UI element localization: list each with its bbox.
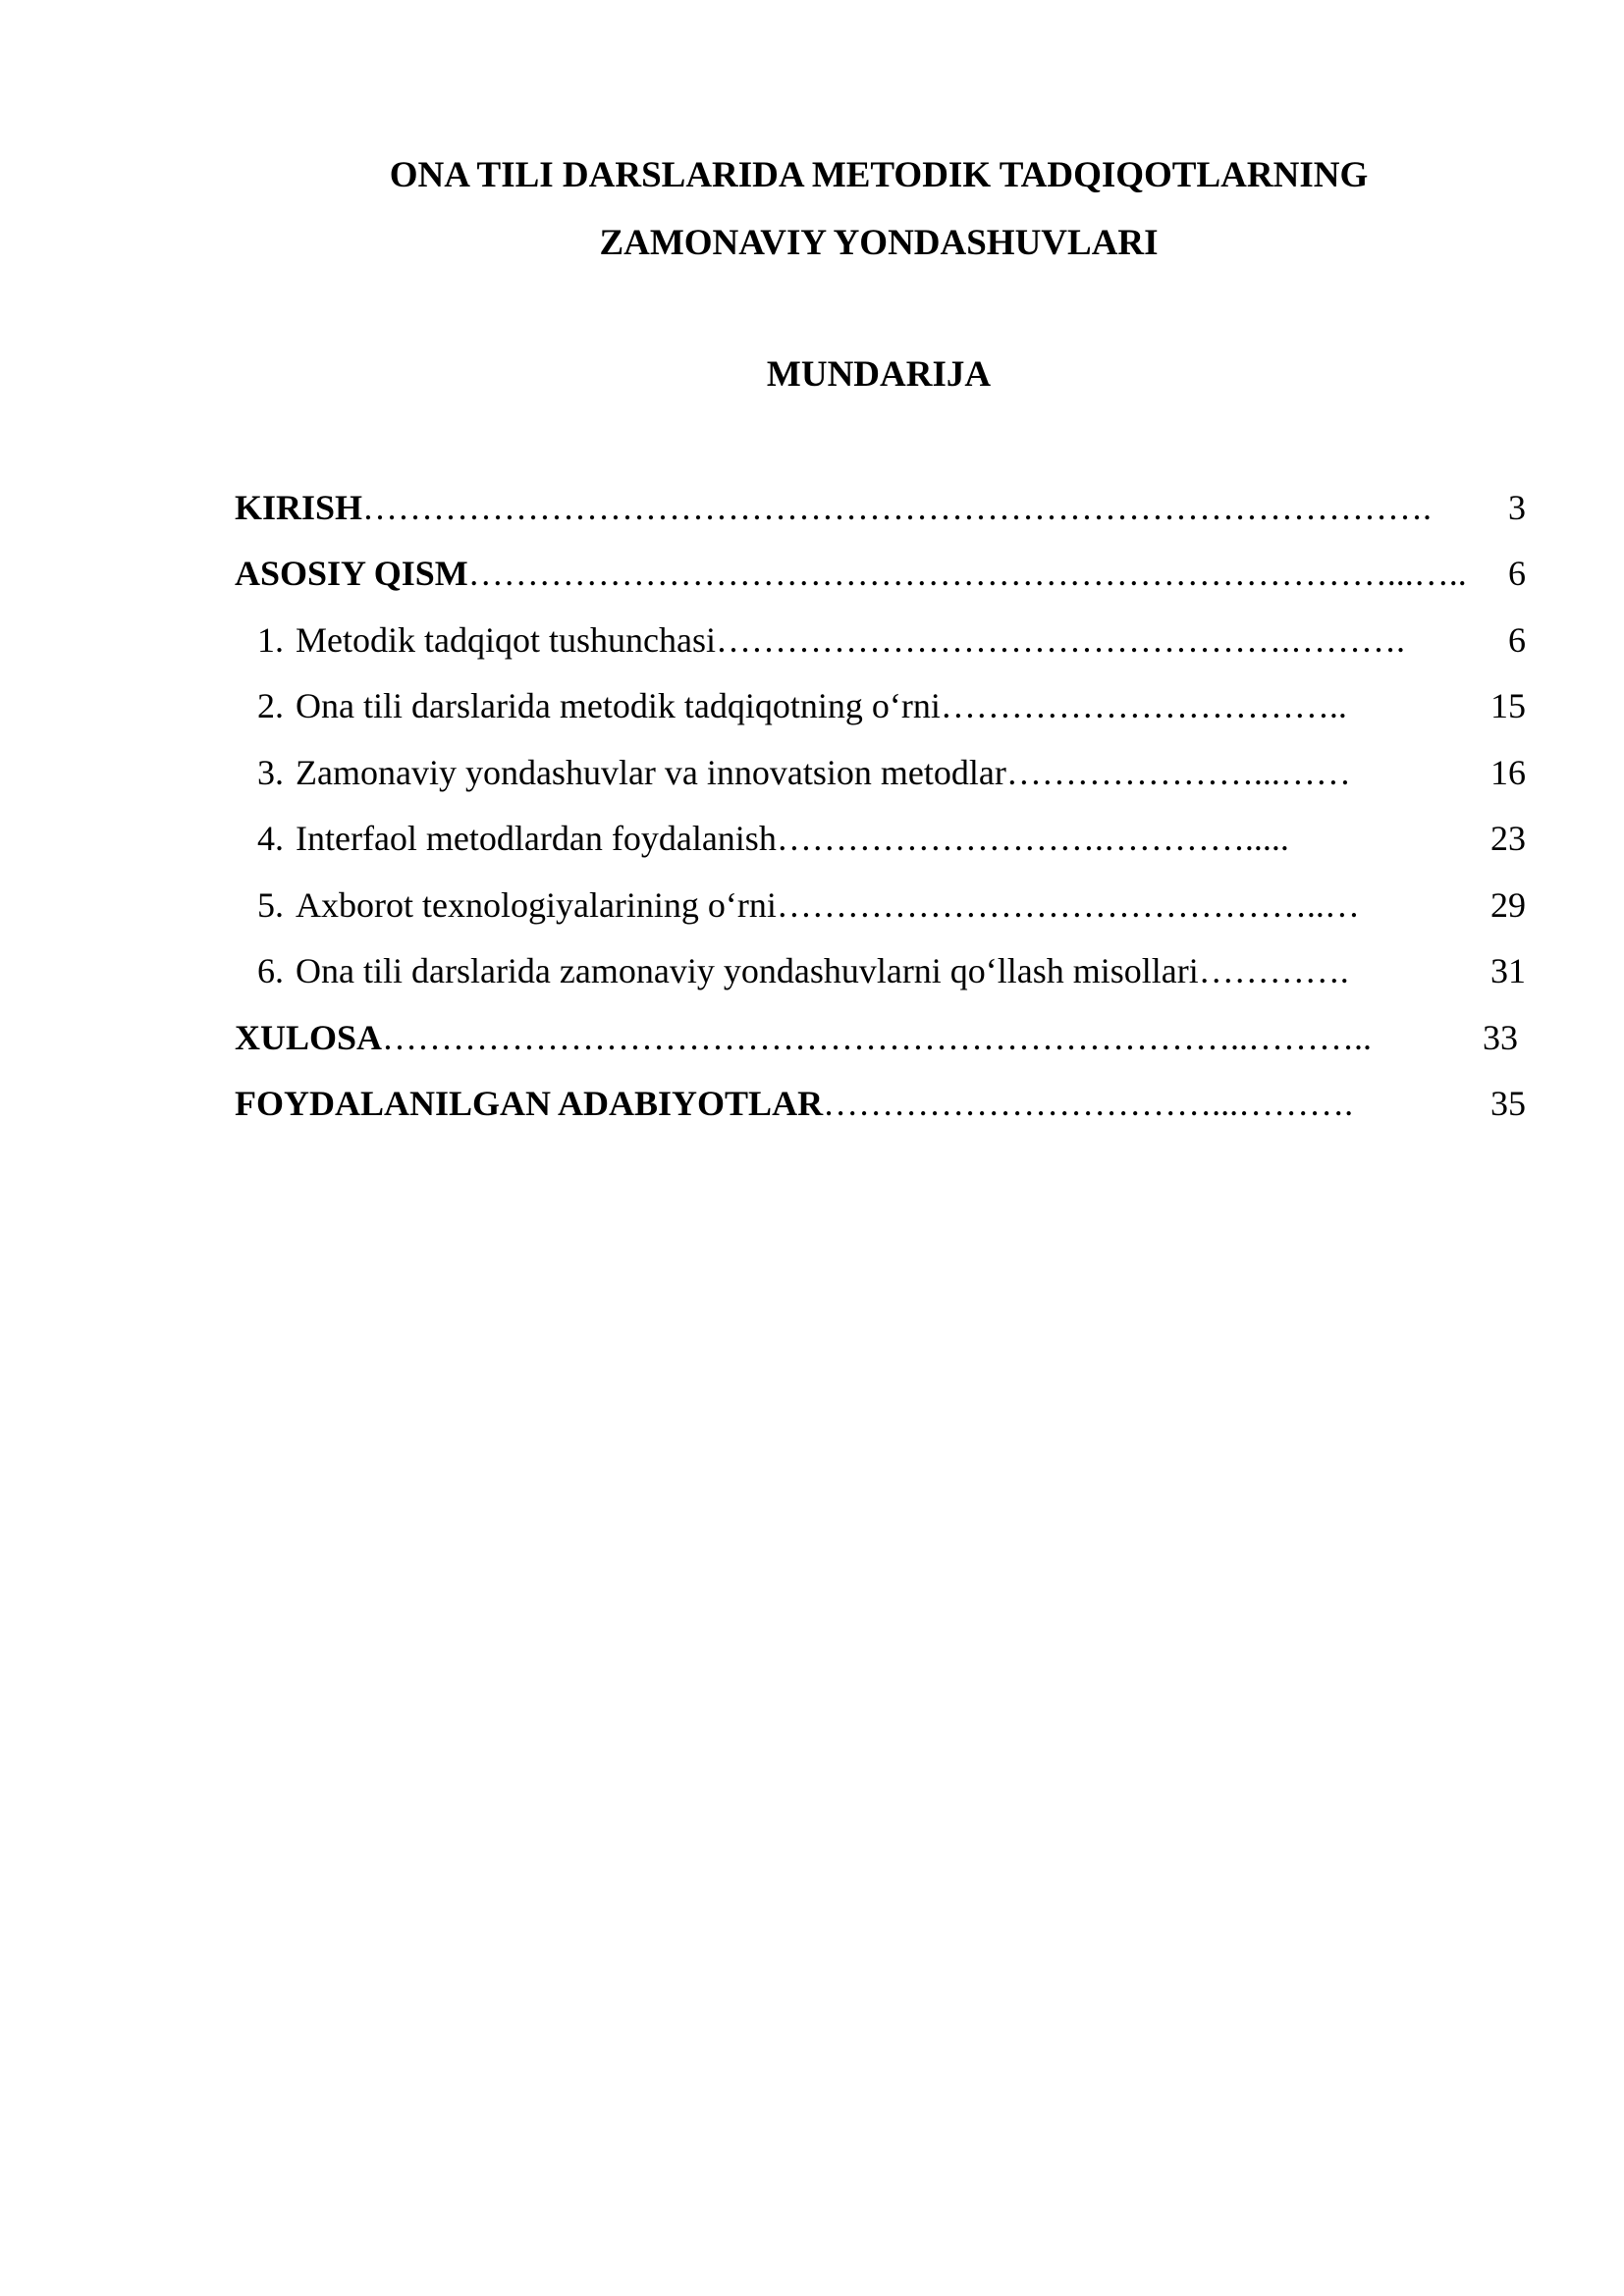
document-title-line-2: ZAMONAVIY YONDASHUVLARI bbox=[599, 223, 1159, 263]
toc-dot-leader: ………………………………………..… bbox=[776, 885, 1360, 925]
toc-dot-leader: ………………………………………………………………..……….. bbox=[382, 1018, 1373, 1057]
toc-page-number: 31 bbox=[1490, 951, 1526, 990]
toc-page-number: 33 bbox=[1483, 1018, 1518, 1057]
toc-entry-foydalanilgan-adabiyotlar[interactable] bbox=[235, 1082, 1526, 1125]
toc-dot-leader: …………………...…… bbox=[1005, 753, 1351, 792]
toc-dot-leader: …………. bbox=[1198, 951, 1349, 990]
toc-entry-5[interactable] bbox=[235, 883, 1526, 927]
toc-dot-leader: ……………………………...………. bbox=[823, 1084, 1354, 1123]
toc-entry-label: ASOSIY QISM bbox=[235, 554, 468, 593]
toc-entry-kirish[interactable] bbox=[235, 486, 1526, 529]
toc-entry-label: Axborot texnologiyalarining o‘rni bbox=[296, 885, 777, 925]
toc-dot-leader: ……………………….…………..... bbox=[776, 819, 1289, 858]
toc-entry-4[interactable] bbox=[235, 817, 1526, 860]
toc-page-number: 6 bbox=[1508, 620, 1526, 660]
toc-entry-label: Interfaol metodlardan foydalanish bbox=[296, 819, 777, 858]
toc-entry-asosiy-qism[interactable] bbox=[235, 552, 1526, 595]
toc-dot-leader: ……………………………………………………………………...….. bbox=[467, 554, 1467, 593]
toc-entry-number: 1. bbox=[257, 620, 284, 660]
toc-entry-label: Ona tili darslarida metodik tadqiqotning o‘rni bbox=[296, 686, 941, 725]
toc-page-number: 3 bbox=[1508, 488, 1526, 527]
toc-entry-number: 2. bbox=[257, 686, 284, 725]
toc-entry-label: Zamonaviy yondashuvlar va innovatsion metodlar bbox=[296, 753, 1006, 792]
toc-entry-number: 5. bbox=[257, 885, 284, 925]
toc-dot-leader: ………………………………………………………………………………. bbox=[362, 488, 1433, 527]
toc-entry-label: Metodik tadqiqot tushunchasi bbox=[296, 620, 716, 660]
toc-heading: MUNDARIJA bbox=[766, 354, 992, 395]
toc-entry-1[interactable] bbox=[235, 618, 1526, 662]
toc-entry-label: FOYDALANILGAN ADABIYOTLAR bbox=[235, 1084, 824, 1123]
toc-entry-label: XULOSA bbox=[235, 1018, 383, 1057]
toc-entry-6[interactable] bbox=[235, 949, 1526, 992]
toc-entry-label: KIRISH bbox=[235, 488, 363, 527]
toc-entry-number: 6. bbox=[257, 951, 284, 990]
toc-page-number: 29 bbox=[1490, 885, 1526, 925]
toc-entry-number: 3. bbox=[257, 753, 284, 792]
toc-entry-xulosa[interactable] bbox=[235, 1016, 1518, 1059]
toc-page-number: 15 bbox=[1490, 686, 1526, 725]
toc-entry-2[interactable] bbox=[235, 684, 1526, 727]
toc-dot-leader: ………………………………………….………. bbox=[715, 620, 1405, 660]
toc-entry-label: Ona tili darslarida zamonaviy yondashuvlarni qo‘llash misollari bbox=[296, 951, 1199, 990]
toc-entry-number: 4. bbox=[257, 819, 284, 858]
document-title-line-1: ONA TILI DARSLARIDA METODIK TADQIQOTLARNING bbox=[389, 155, 1369, 195]
toc-page-number: 6 bbox=[1508, 554, 1526, 593]
toc-entry-3[interactable] bbox=[235, 751, 1526, 794]
toc-page-number: 35 bbox=[1490, 1084, 1526, 1123]
toc-page-number: 16 bbox=[1490, 753, 1526, 792]
toc-page-number: 23 bbox=[1490, 819, 1526, 858]
toc-dot-leader: …………………………….. bbox=[940, 686, 1347, 725]
